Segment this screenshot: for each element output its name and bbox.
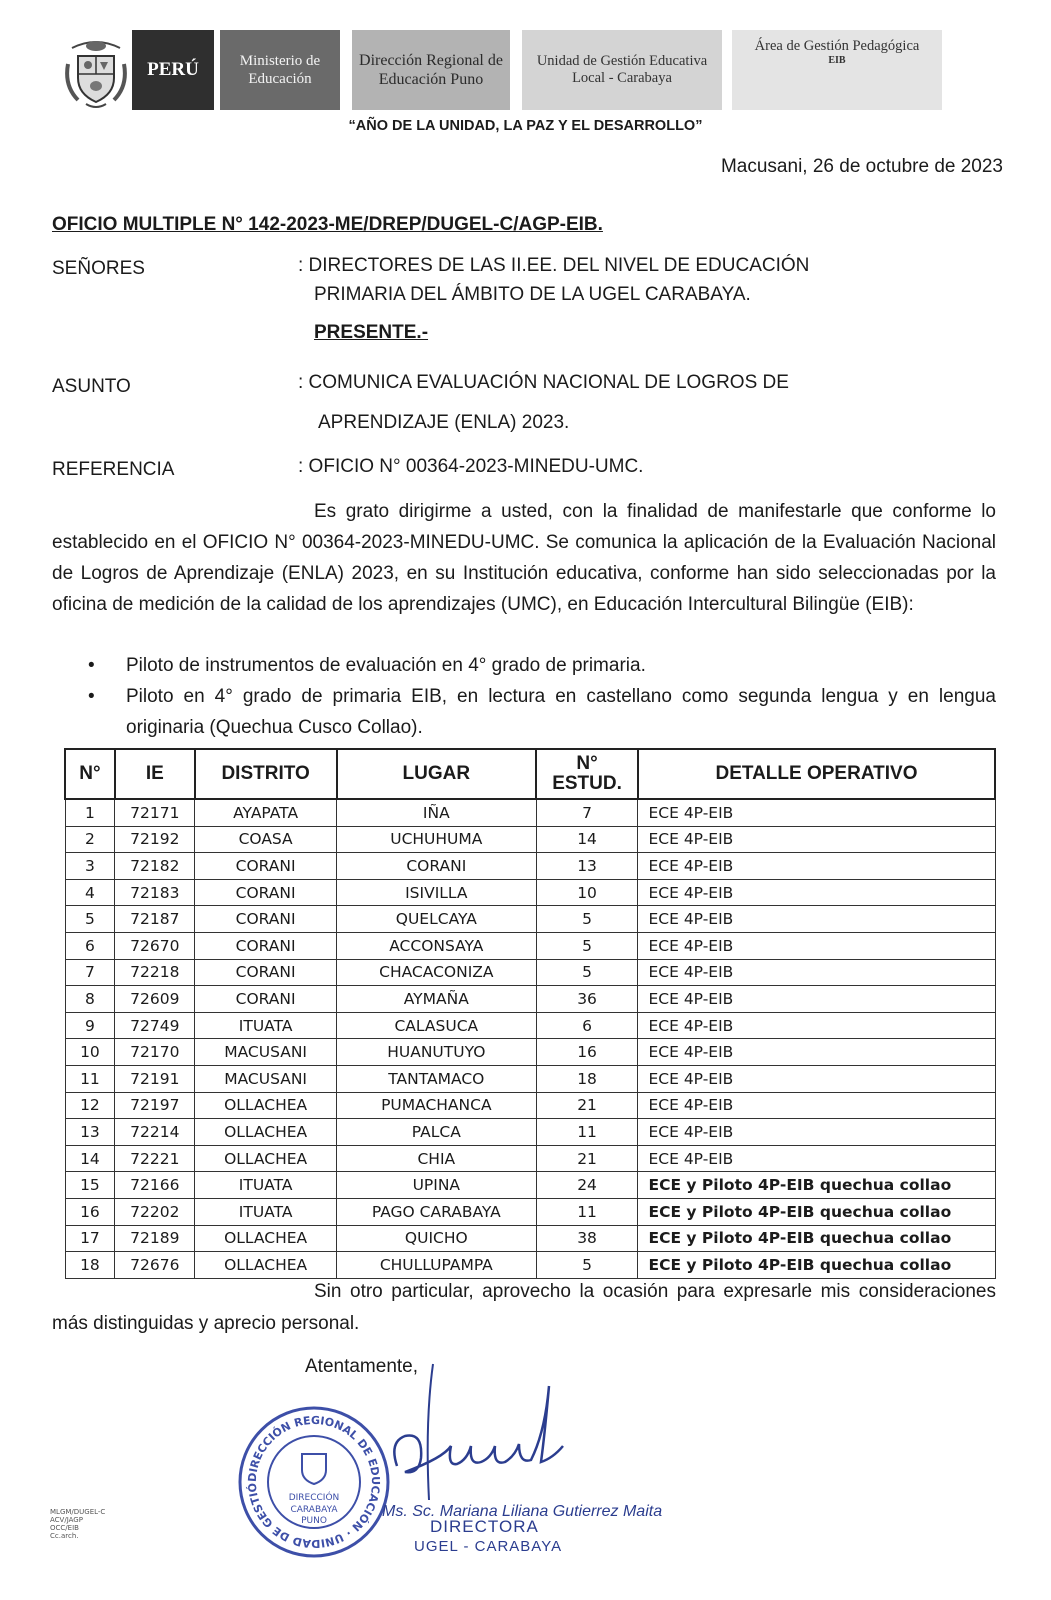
table-row	[65, 1225, 995, 1252]
cell-n: 5	[65, 906, 115, 933]
cell-n: 15	[65, 1172, 115, 1199]
header-area-title: Área de Gestión Pedagógica	[754, 38, 920, 54]
cell-detalle: ECE 4P-EIB	[638, 986, 995, 1013]
col-header-estud-line2: ESTUD.	[552, 773, 622, 794]
cell-ie: 72166	[115, 1172, 195, 1199]
cell-lugar: CHACACONIZA	[337, 959, 537, 986]
cell-n: 3	[65, 853, 115, 880]
cell-ie: 72609	[115, 986, 195, 1013]
cell-distrito: ITUATA	[195, 1012, 337, 1039]
document-date: Macusani, 26 de octubre de 2023	[720, 156, 1003, 177]
header-peru: PERÚ	[132, 30, 214, 110]
cell-estud: 16	[536, 1039, 638, 1066]
official-stamp	[236, 1404, 392, 1560]
cell-distrito: OLLACHEA	[195, 1252, 337, 1279]
header-area	[732, 30, 942, 110]
cell-distrito: OLLACHEA	[195, 1119, 337, 1146]
cell-ie: 72218	[115, 959, 195, 986]
cell-lugar: UPINA	[337, 1172, 537, 1199]
cell-ie: 72197	[115, 1092, 195, 1119]
cell-detalle: ECE 4P-EIB	[638, 1012, 995, 1039]
footer-code: MLGM/DUGEL-C	[50, 1508, 106, 1516]
cell-estud: 13	[536, 853, 638, 880]
cell-ie: 72187	[115, 906, 195, 933]
cell-n: 7	[65, 959, 115, 986]
table-row	[65, 1039, 995, 1066]
cell-distrito: CORANI	[195, 986, 337, 1013]
table-row	[65, 906, 995, 933]
cell-detalle: ECE 4P-EIB	[638, 1092, 995, 1119]
table-row	[65, 1145, 995, 1172]
cell-lugar: ISIVILLA	[337, 879, 537, 906]
cell-distrito: ITUATA	[195, 1198, 337, 1225]
header-dre: Dirección Regional de Educación Puno	[352, 30, 510, 110]
table-row	[65, 1065, 995, 1092]
cell-ie: 72182	[115, 853, 195, 880]
table-row	[65, 1252, 995, 1279]
cell-detalle: ECE 4P-EIB	[638, 1119, 995, 1146]
cell-ie: 72189	[115, 1225, 195, 1252]
cell-distrito: CORANI	[195, 879, 337, 906]
table-row	[65, 986, 995, 1013]
cell-detalle: ECE 4P-EIB	[638, 826, 995, 853]
cell-n: 4	[65, 879, 115, 906]
cell-n: 6	[65, 932, 115, 959]
footer-code: ACV/JAGP	[50, 1516, 83, 1524]
table-row	[65, 826, 995, 853]
cell-ie: 72191	[115, 1065, 195, 1092]
cell-estud: 21	[536, 1145, 638, 1172]
cell-lugar: UCHUHUMA	[337, 826, 537, 853]
col-header-n: N°	[65, 749, 115, 799]
cell-estud: 14	[536, 826, 638, 853]
cell-estud: 7	[536, 799, 638, 826]
col-header-distrito: DISTRITO	[195, 749, 337, 799]
cell-detalle: ECE 4P-EIB	[638, 959, 995, 986]
cell-detalle: ECE 4P-EIB	[638, 853, 995, 880]
signer-ugel: UGEL - CARABAYA	[414, 1538, 563, 1555]
footer-codes	[50, 1508, 105, 1540]
table-row	[65, 932, 995, 959]
cell-n: 9	[65, 1012, 115, 1039]
cell-estud: 11	[536, 1119, 638, 1146]
asunto-label: ASUNTO	[52, 376, 131, 397]
col-header-detalle: DETALLE OPERATIVO	[638, 749, 995, 799]
col-header-estud	[536, 749, 638, 799]
schools-table	[64, 748, 996, 1279]
table-row	[65, 1172, 995, 1199]
signer-role: DIRECTORA	[430, 1517, 539, 1536]
col-header-estud-line1: N°	[576, 753, 598, 774]
cell-lugar: CHIA	[337, 1145, 537, 1172]
cell-estud: 21	[536, 1092, 638, 1119]
cell-distrito: OLLACHEA	[195, 1145, 337, 1172]
body-paragraph: Es grato dirigirme a usted, con la finalidad de manifestarle que conforme lo establecido en el OFICIO N° 00364-2023-MINEDU-UMC. Se comunica la aplicación de la Evaluación Nacional de Logros de Aprendizaje (ENLA) 2023, en su Institución educativa, conforme han sido seleccionadas por la oficina de medición de la calidad de los aprendizajes (UMC), en Educación Intercultural Bilingüe (EIB):	[52, 501, 996, 615]
cell-estud: 5	[536, 906, 638, 933]
table-row	[65, 879, 995, 906]
cell-n: 16	[65, 1198, 115, 1225]
cell-detalle: ECE y Piloto 4P-EIB quechua collao	[638, 1252, 995, 1279]
table-row	[65, 799, 995, 826]
cell-ie: 72183	[115, 879, 195, 906]
cell-detalle: ECE y Piloto 4P-EIB quechua collao	[638, 1198, 995, 1225]
cell-n: 8	[65, 986, 115, 1013]
col-header-ie: IE	[115, 749, 195, 799]
cell-lugar: CALASUCA	[337, 1012, 537, 1039]
cell-estud: 6	[536, 1012, 638, 1039]
cell-ie: 72202	[115, 1198, 195, 1225]
bullet-dot-icon: •	[88, 686, 95, 707]
stamp-center-2: CARABAYA	[290, 1505, 338, 1515]
cell-distrito: OLLACHEA	[195, 1225, 337, 1252]
cell-ie: 72192	[115, 826, 195, 853]
cell-n: 1	[65, 799, 115, 826]
cell-distrito: CORANI	[195, 906, 337, 933]
cell-estud: 10	[536, 879, 638, 906]
cell-lugar: ACCONSAYA	[337, 932, 537, 959]
table-row	[65, 959, 995, 986]
cell-ie: 72170	[115, 1039, 195, 1066]
table-row	[65, 1092, 995, 1119]
cell-n: 18	[65, 1252, 115, 1279]
cell-estud: 18	[536, 1065, 638, 1092]
bullet-text: Piloto en 4° grado de primaria EIB, en lectura en castellano como segunda lengua y en lengua originaria (Quechua Cusco Collao).	[126, 686, 996, 738]
senores-line1: : DIRECTORES DE LAS II.EE. DEL NIVEL DE EDUCACIÓN	[298, 255, 810, 276]
cell-lugar: PALCA	[337, 1119, 537, 1146]
cell-ie: 72214	[115, 1119, 195, 1146]
stamp-ring-text: DIRECCIÓN REGIONAL DE EDUCACIÓN · UNIDAD DE GESTIÓ	[245, 1413, 383, 1551]
cell-estud: 36	[536, 986, 638, 1013]
table-row	[65, 1198, 995, 1225]
table-row	[65, 1012, 995, 1039]
closing-paragraph: Sin otro particular, aprovecho la ocasión para expresarle mis consideraciones más distinguidas y aprecio personal.	[52, 1281, 996, 1334]
cell-n: 11	[65, 1065, 115, 1092]
cell-lugar: HUANUTUYO	[337, 1039, 537, 1066]
bullet-text: Piloto de instrumentos de evaluación en 4° grado de primaria.	[126, 655, 646, 676]
cell-detalle: ECE 4P-EIB	[638, 799, 995, 826]
cell-detalle: ECE y Piloto 4P-EIB quechua collao	[638, 1172, 995, 1199]
cell-detalle: ECE 4P-EIB	[638, 879, 995, 906]
document-title: OFICIO MULTIPLE N° 142-2023-ME/DREP/DUGEL-C/AGP-EIB.	[52, 214, 603, 235]
cell-ie: 72171	[115, 799, 195, 826]
cell-estud: 5	[536, 1252, 638, 1279]
cell-estud: 38	[536, 1225, 638, 1252]
cell-n: 12	[65, 1092, 115, 1119]
year-motto: “AÑO DE LA UNIDAD, LA PAZ Y EL DESARROLLO”	[348, 118, 703, 134]
handwritten-signature	[385, 1362, 585, 1502]
table-row	[65, 853, 995, 880]
cell-distrito: OLLACHEA	[195, 1092, 337, 1119]
header-area-sub: EIB	[828, 55, 846, 67]
senores-line2: PRIMARIA DEL ÁMBITO DE LA UGEL CARABAYA.	[314, 284, 751, 305]
cell-ie: 72749	[115, 1012, 195, 1039]
peru-coat-of-arms-logo	[64, 34, 128, 110]
cell-detalle: ECE y Piloto 4P-EIB quechua collao	[638, 1225, 995, 1252]
footer-code: OCC/EIB	[50, 1524, 79, 1532]
cell-lugar: QUELCAYA	[337, 906, 537, 933]
cell-detalle: ECE 4P-EIB	[638, 1065, 995, 1092]
cell-detalle: ECE 4P-EIB	[638, 906, 995, 933]
cell-lugar: PAGO CARABAYA	[337, 1198, 537, 1225]
cell-n: 2	[65, 826, 115, 853]
cell-estud: 11	[536, 1198, 638, 1225]
cell-distrito: CORANI	[195, 959, 337, 986]
cell-n: 10	[65, 1039, 115, 1066]
stamp-center-3: PUNO	[301, 1516, 327, 1526]
cell-estud: 5	[536, 959, 638, 986]
cell-distrito: AYAPATA	[195, 799, 337, 826]
stamp-center-1: DIRECCIÓN	[288, 1493, 340, 1503]
cell-lugar: IÑA	[337, 799, 537, 826]
atentamente-label: Atentamente,	[305, 1356, 419, 1377]
table-header-row	[65, 749, 995, 799]
header-ministry: Ministerio de Educación	[220, 30, 340, 110]
cell-estud: 24	[536, 1172, 638, 1199]
cell-n: 13	[65, 1119, 115, 1146]
bullet-item	[88, 650, 996, 681]
referencia-label: REFERENCIA	[52, 459, 175, 480]
cell-lugar: QUICHO	[337, 1225, 537, 1252]
presente-label: PRESENTE.-	[314, 322, 429, 343]
senores-label: SEÑORES	[52, 258, 145, 279]
header-ugel: Unidad de Gestión Educativa Local - Carabaya	[522, 30, 722, 110]
cell-lugar: TANTAMACO	[337, 1065, 537, 1092]
footer-code: Cc.arch.	[50, 1532, 79, 1540]
bullet-item	[88, 681, 996, 743]
cell-distrito: MACUSANI	[195, 1039, 337, 1066]
asunto-line1: : COMUNICA EVALUACIÓN NACIONAL DE LOGROS DE	[298, 372, 789, 393]
cell-detalle: ECE 4P-EIB	[638, 1145, 995, 1172]
cell-lugar: PUMACHANCA	[337, 1092, 537, 1119]
cell-distrito: MACUSANI	[195, 1065, 337, 1092]
cell-distrito: COASA	[195, 826, 337, 853]
cell-lugar: CORANI	[337, 853, 537, 880]
referencia-text: : OFICIO N° 00364-2023-MINEDU-UMC.	[298, 456, 644, 477]
cell-distrito: CORANI	[195, 932, 337, 959]
table-row	[65, 1119, 995, 1146]
cell-estud: 5	[536, 932, 638, 959]
bullet-dot-icon: •	[88, 655, 95, 676]
cell-ie: 72670	[115, 932, 195, 959]
cell-n: 14	[65, 1145, 115, 1172]
cell-lugar: AYMAÑA	[337, 986, 537, 1013]
col-header-lugar: LUGAR	[337, 749, 537, 799]
cell-detalle: ECE 4P-EIB	[638, 1039, 995, 1066]
cell-n: 17	[65, 1225, 115, 1252]
cell-distrito: ITUATA	[195, 1172, 337, 1199]
cell-lugar: CHULLUPAMPA	[337, 1252, 537, 1279]
asunto-line2: APRENDIZAJE (ENLA) 2023.	[318, 412, 570, 433]
bullet-list	[88, 650, 996, 743]
cell-distrito: CORANI	[195, 853, 337, 880]
cell-ie: 72221	[115, 1145, 195, 1172]
cell-detalle: ECE 4P-EIB	[638, 932, 995, 959]
signer-name: Ms. Sc. Mariana Liliana Gutierrez Maita	[382, 1503, 663, 1520]
cell-ie: 72676	[115, 1252, 195, 1279]
